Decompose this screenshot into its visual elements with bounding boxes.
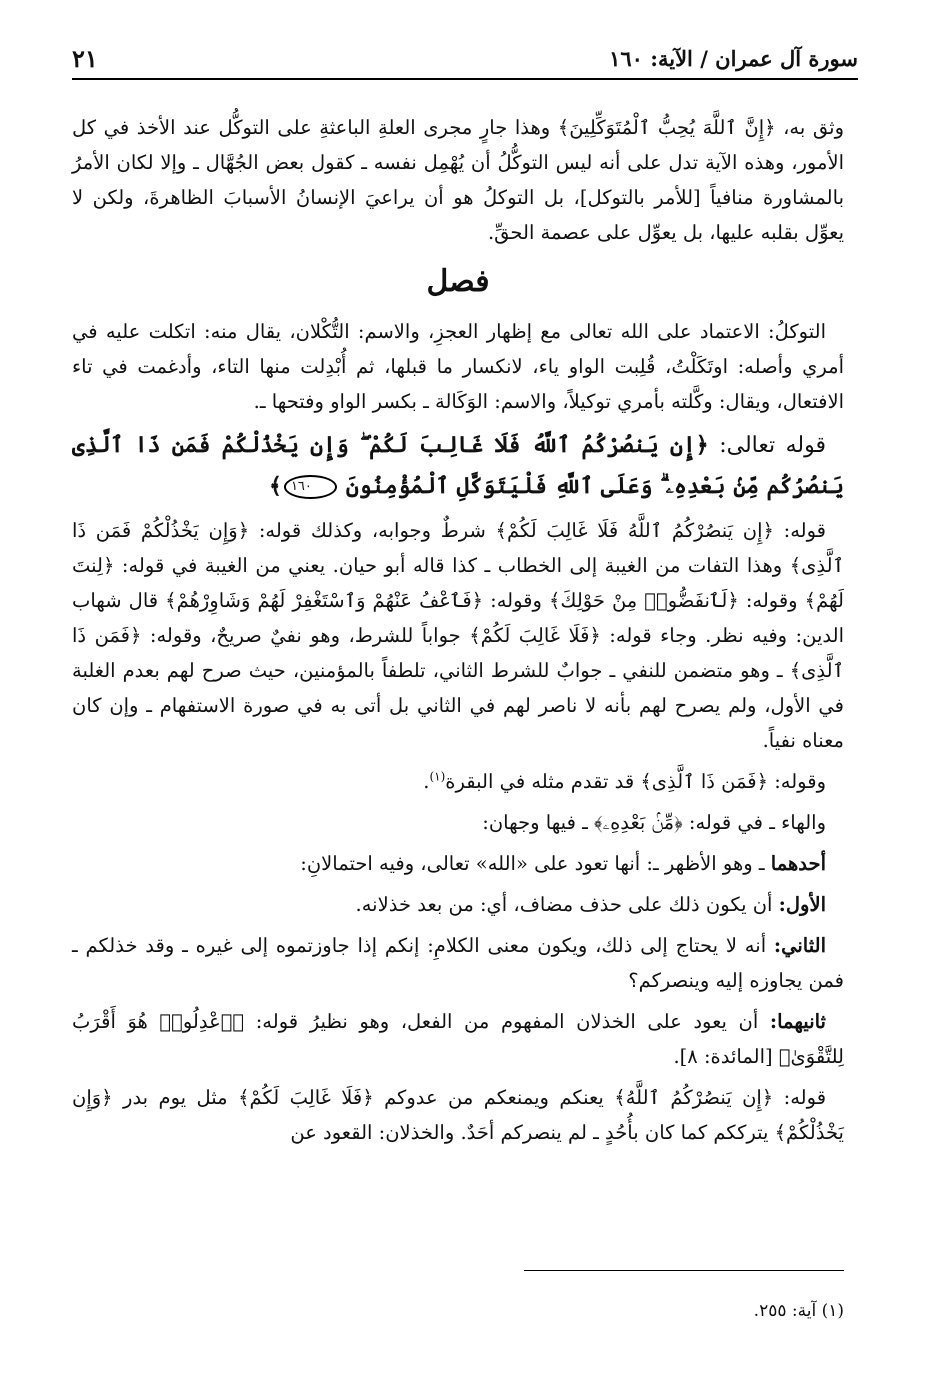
quran-quote: ﴿إِنَّ ٱللَّهَ يُحِبُّ ٱلْمُتَوَكِّلِينَ﴾ [557,116,776,139]
quran-quote: ﴿فَٱعْفُ عَنْهُمْ وَٱسْتَغْفِرْ لَهُمْ وَشَاوِرْهُمْ﴾ [165,589,484,612]
paragraph-4 [72,764,844,799]
text-span: شرطٌ وجوابه، وكذلك قوله: [249,519,496,542]
quran-quote: ﴿مِّنۢ بَعْدِهِۦ﴾ [594,811,683,834]
section-heading: فصل [426,264,490,299]
paragraph-3 [72,513,844,758]
quran-quote: ﴿وَإِن يَخْذُلْكُمْ فَمَن ذَا ٱلَّذِى﴾ [72,519,844,577]
quran-quote: ﴿فَلَا غَالِبَ لَكُمْ﴾ [238,1086,374,1109]
verse-close: ﴾ [269,473,282,499]
text-span: يترككم كما كان بأُحُدٍ ـ لم ينصركم أحَدٌ. والخذلان: القعود عن [290,1121,775,1144]
paragraph-10 [72,1080,844,1150]
page-number: ٢١ [72,43,98,73]
text-span: وقوله: [483,589,549,612]
text-span: أنه لا يحتاج إلى ذلك، ويكون معنى الكلامِ: إنكم إذا جاوزتموه إلى غيره ـ وقد خذلكم ـ فمن يجاوزه إليه وينصركم؟ [72,934,844,992]
text-span: يعنكم ويمنعكم من عدوكم [373,1086,615,1109]
quran-quote: ﴿لِنتَ لَهُمْ﴾ [72,554,844,612]
quran-quote: ﴿إِن يَنصُرْكُمُ ٱللَّهُ فَلَا غَالِبَ لَكُمْ﴾ [495,519,774,542]
text-span: ـ فيها وجهان: [482,811,595,834]
paragraph-8 [72,928,844,998]
paragraph-2: التوكلُ: الاعتماد على الله تعالى مع إظهار العجزِ، والاسم: التُّكْلان، يقال منه: اتكلت عليه في أمري وأصله: اوتَكَلْتُ، قُلِبت الواو ياء، لانكسار ما قبلها، ثم أُبْدِلت منها التاء، وأدغمت في تاء الافتعال، ويقال: وكَّلته بأمري توكيلاً، والاسم: الوَكَالة ـ بكسر الواو وفتحها ـ. [72,320,844,413]
text-span: وهذا التفات من الغيبة إلى الخطاب ـ كذا قاله أبو حيان. يعني من الغيبة في قوله: [114,554,790,577]
footnote-reference[interactable]: (١) [429,769,446,784]
text-span: قد تقدم مثله في البقرة [445,770,641,793]
page-header [72,38,858,78]
main-text [72,110,844,1150]
running-title: سورة آل عمران / الآية: ١٦٠ [609,45,858,71]
text-span: ـ وهو الأظهر ـ: أنها تعود على «الله» تعالى، وفيه احتمالانِ: [300,852,771,875]
text-span: مثل يوم بدر [112,1086,239,1109]
quran-quote: ﴿وَإِن يَخْذُلْكُمْ﴾ [72,1086,844,1144]
verse-intro: قوله تعالى: [708,433,826,458]
term-label: أحدهما [770,852,826,875]
verse-block [72,425,844,507]
text-span: . [423,770,430,793]
footnote: (١) آية: ٢٥٥. [753,1301,844,1321]
term-label: ثانيهما: [769,1010,826,1033]
paragraph-5 [72,805,844,840]
quran-quote: ﴿لَٱنفَضُّوا۟ مِنْ حَوْلِكَ﴾ [548,589,739,612]
text-span: [المائدة: ٨]. [673,1045,779,1068]
header-rule [72,78,858,80]
text-span: والهاء ـ في قوله: [682,811,826,834]
term-label: الثاني: [773,934,826,957]
text-span: ـ وهو متضمن للنفي ـ جوابٌ للشرط الثاني، تلطفاً بالمؤمنين، حيث صرح لهم بعدم الغلبة في الأول، ولم يصرح لهم بأنه لا ناصر لهم في الثاني بل أتى به في صورة الاستفهام ـ وإن كان معناه نفياً. [72,659,844,752]
text-span: وثق به، [775,116,844,139]
verse-text: ﴿إِن يَنصُرْكُمُ ٱللَّهُ فَلَا غَالِبَ لَكُمْ ۖ وَإِن يَخْذُلْكُمْ فَمَن ذَا ٱلَّذِى يَنصُرُكُم مِّنۢ بَعْدِهِۦ ۗ وَعَلَى ٱللَّهِ فَلْيَتَوَكَّلِ ٱلْمُؤْمِنُونَ [72,432,844,499]
text-span: وقوله: [738,589,805,612]
paragraph-6 [72,846,844,881]
text-span: قوله: [773,519,827,542]
text-span: وهذا جارٍ مجرى العلةِ الباعثةِ على التوكُّل عند الأخذ في كل الأمور، وهذه الآية تدل على أنه ليس التوكُّلُ أن يُهْمِل نفسه ـ كقول بعض الجُهَّال ـ وإلا لكان الأمرُ بالمشاورة منافياً [للأمر بالتوكل]، بل التوكلُ هو أن يراعيَ الإنسانُ الأسبابَ الظاهرةَ، ولكن لا يعوِّل بقلبه عليها، بل يعوِّل على عصمة الحقِّ. [72,116,844,244]
text-span: أن يعود على الخذلان المفهوم من الفعل، وهو نظيرُ قوله: [244,1010,770,1033]
text-span: أن يكون ذلك على حذف مضاف، أي: من بعد خذلانه. [355,893,779,916]
text-span: قال شهاب الدين: وفيه نظر. وجاء قوله: [72,589,844,647]
quran-quote: ﴿فَمَن ذَا ٱلَّذِى﴾ [72,624,844,682]
term-label: الأول: [778,893,826,916]
text-span: جواباً للشرط، وهو نفيٌ صريحٌ، وقوله: [141,624,470,647]
footnote-rule [524,1270,844,1271]
ayah-number-marker: ١٦٠ [284,475,337,499]
quran-quote: ﴿إِن يَنصُرْكُمُ ٱللَّهُ﴾ [614,1086,774,1109]
paragraph-9 [72,1004,844,1074]
paragraph-7 [72,887,844,922]
quran-quote: ﴿فَلَا غَالِبَ لَكُمْ﴾ [469,624,601,647]
text-span: قوله: [773,1086,827,1109]
text-span: وقوله: [768,770,826,793]
paragraph-1 [72,110,844,250]
quran-quote: ﴿فَمَن ذَا ٱلَّذِى﴾ [640,770,769,793]
quran-quote: ﴿ٱعْدِلُوا۟ هُوَ أَقْرَبُ لِلتَّقْوَىٰ﴾ [72,1010,844,1068]
